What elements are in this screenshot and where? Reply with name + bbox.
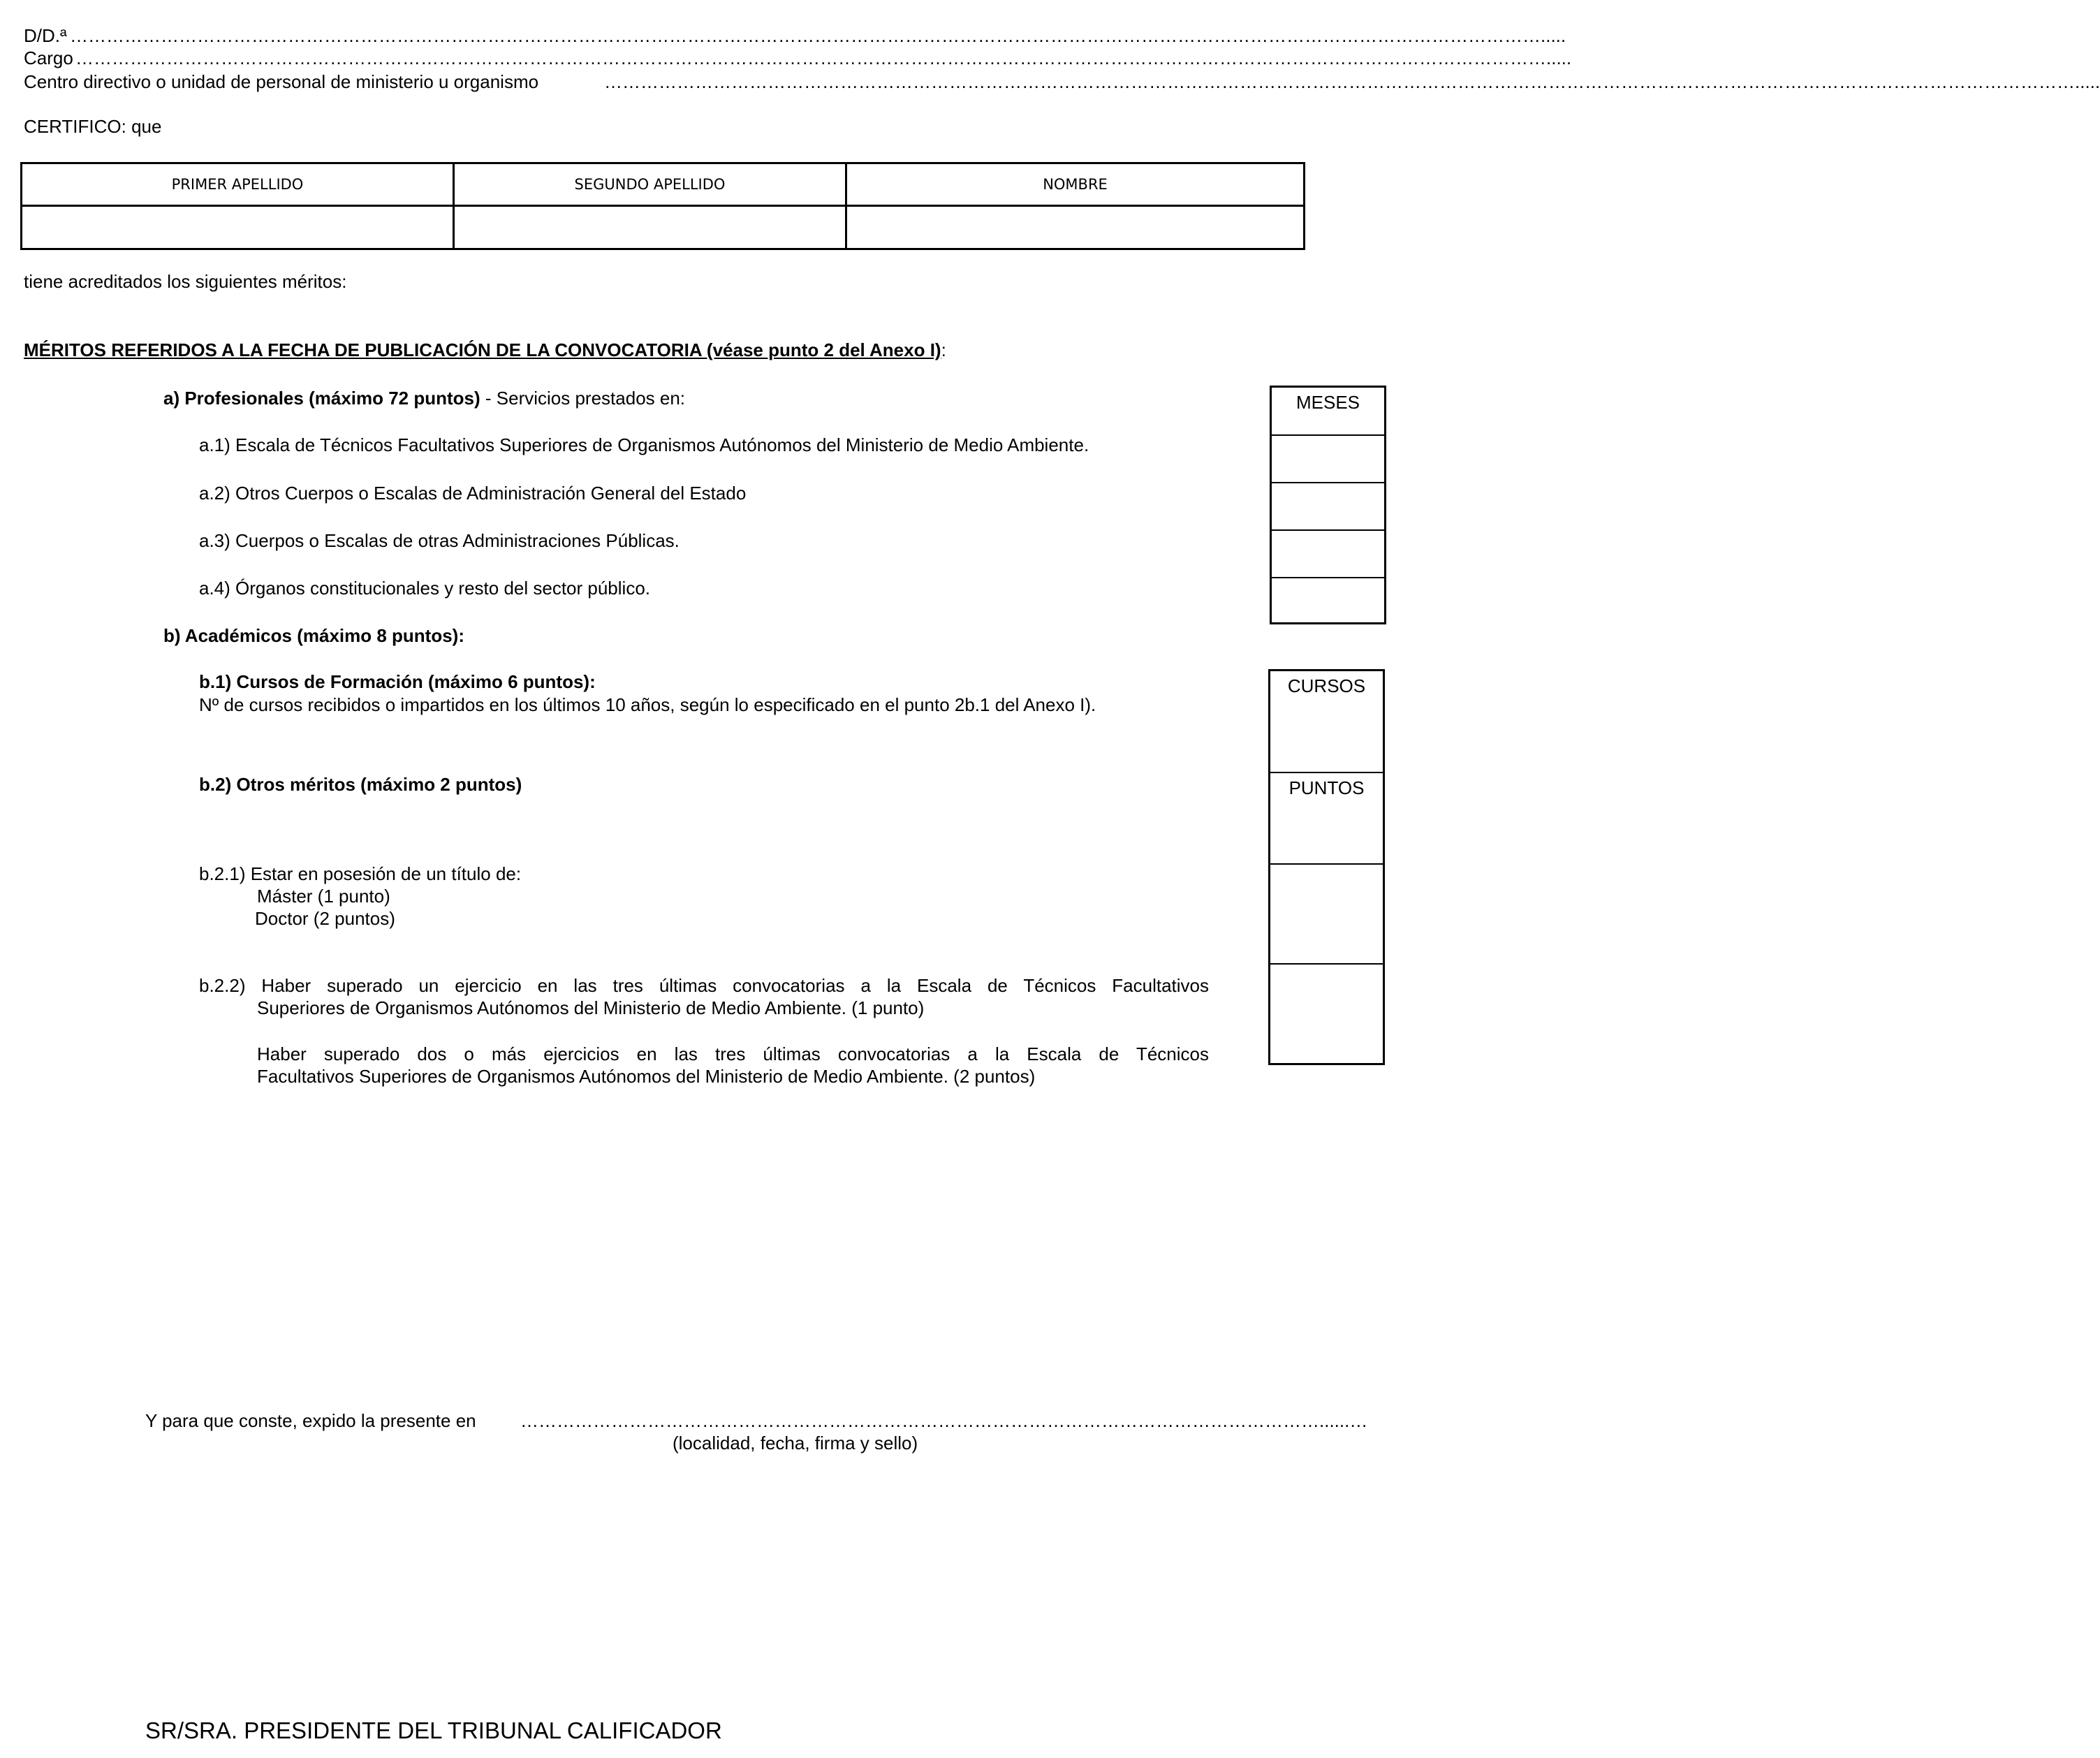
dd-field[interactable]: ………………………………………………………………………………………………………………………………………………………………………………………………………………………..... xyxy=(70,25,1566,46)
b22-line2: Superiores de Organismos Autónomos del Ministerio de Medio Ambiente. (1 punto) xyxy=(257,997,925,1018)
primer-apellido-field[interactable] xyxy=(22,206,454,249)
cursos-field[interactable] xyxy=(1270,671,1383,773)
section-a-bold: a) Profesionales (máximo 72 puntos) xyxy=(163,388,480,409)
header-segundo-apellido: SEGUNDO APELLIDO xyxy=(454,163,846,206)
nombre-field[interactable] xyxy=(846,206,1305,249)
meses-a1-field[interactable] xyxy=(1272,436,1384,483)
cursos-label: CURSOS xyxy=(1287,675,1366,696)
localidad-hint: (localidad, fecha, firma y sello) xyxy=(673,1433,918,1453)
section-heading xyxy=(24,339,946,361)
b21-puntos-field[interactable] xyxy=(1270,865,1383,965)
name-table xyxy=(20,162,1305,250)
cursos-puntos-box xyxy=(1268,669,1385,1065)
intro-text: tiene acreditados los siguientes méritos: xyxy=(24,271,347,292)
meses-label: MESES xyxy=(1295,392,1360,413)
b22-line4: Facultativos Superiores de Organismos Autónomos del Ministerio de Medio Ambiente. (2 puntos) xyxy=(257,1066,1036,1087)
segundo-apellido-field[interactable] xyxy=(454,206,846,249)
addressee: SR/SRA. PRESIDENTE DEL TRIBUNAL CALIFICADOR xyxy=(145,1717,722,1743)
section-a-title xyxy=(163,387,685,409)
dd-label: D/D.ª xyxy=(24,25,67,46)
header-nombre: NOMBRE xyxy=(846,163,1305,206)
heading-text: MÉRITOS REFERIDOS A LA FECHA DE PUBLICACIÓN DE LA CONVOCATORIA (véase punto 2 del Anexo I) xyxy=(24,339,941,360)
header-primer-apellido: PRIMER APELLIDO xyxy=(22,163,454,206)
meses-a4-field[interactable] xyxy=(1272,578,1384,622)
item-a3: a.3) Cuerpos o Escalas de otras Administraciones Públicas. xyxy=(199,530,680,551)
conste-field[interactable]: ……………………………………………………………………………………………………………………......… xyxy=(520,1410,1368,1431)
b22-line3: Haber superado dos o más ejercicios en las tres últimas convocatorias a la Escala de Técnicos xyxy=(257,1043,1209,1064)
section-a-subtitle: - Servicios prestados en: xyxy=(480,388,686,409)
conste-text: Y para que conste, expido la presente en xyxy=(145,1410,476,1431)
meses-header xyxy=(1272,388,1384,436)
item-a1: a.1) Escala de Técnicos Facultativos Superiores de Organismos Autónomos del Ministerio de Medio Ambiente. xyxy=(199,434,1089,455)
centro-field[interactable]: ………………………………………………………………………………………………………………………………………………………………………………………………………………………..... xyxy=(604,71,2100,92)
meses-a2-field[interactable] xyxy=(1272,483,1384,531)
section-b-title: b) Académicos (máximo 8 puntos): xyxy=(163,625,464,646)
puntos-field[interactable] xyxy=(1270,773,1383,865)
cargo-field[interactable]: ………………………………………………………………………………………………………………………………………………………………………………………………………………………..... xyxy=(75,47,1572,68)
item-a2: a.2) Otros Cuerpos o Escalas de Administración General del Estado xyxy=(199,483,747,504)
meses-box xyxy=(1270,386,1386,624)
meses-a3-field[interactable] xyxy=(1272,531,1384,578)
centro-label: Centro directivo o unidad de personal de ministerio u organismo xyxy=(24,71,539,92)
heading-colon: : xyxy=(941,339,946,360)
b21-text: b.2.1) Estar en posesión de un título de: xyxy=(199,863,522,884)
b2-title: b.2) Otros méritos (máximo 2 puntos) xyxy=(199,774,522,795)
puntos-label: PUNTOS xyxy=(1288,777,1365,798)
item-a4: a.4) Órganos constitucionales y resto del sector público. xyxy=(199,578,651,599)
b21-doctor: Doctor (2 puntos) xyxy=(255,908,395,929)
b22-puntos-field[interactable] xyxy=(1270,965,1383,1063)
b21-master: Máster (1 punto) xyxy=(257,886,390,907)
b1-title: b.1) Cursos de Formación (máximo 6 puntos): xyxy=(199,671,596,692)
b1-text: Nº de cursos recibidos o impartidos en los últimos 10 años, según lo especificado en el punto 2b.1 del Anexo I). xyxy=(199,694,1096,715)
certifico-text: CERTIFICO: que xyxy=(24,116,162,137)
cargo-label: Cargo xyxy=(24,47,73,68)
b22-line1: b.2.2) Haber superado un ejercicio en las tres últimas convocatorias a la Escala de Técnicos Facultativos xyxy=(199,975,1209,996)
